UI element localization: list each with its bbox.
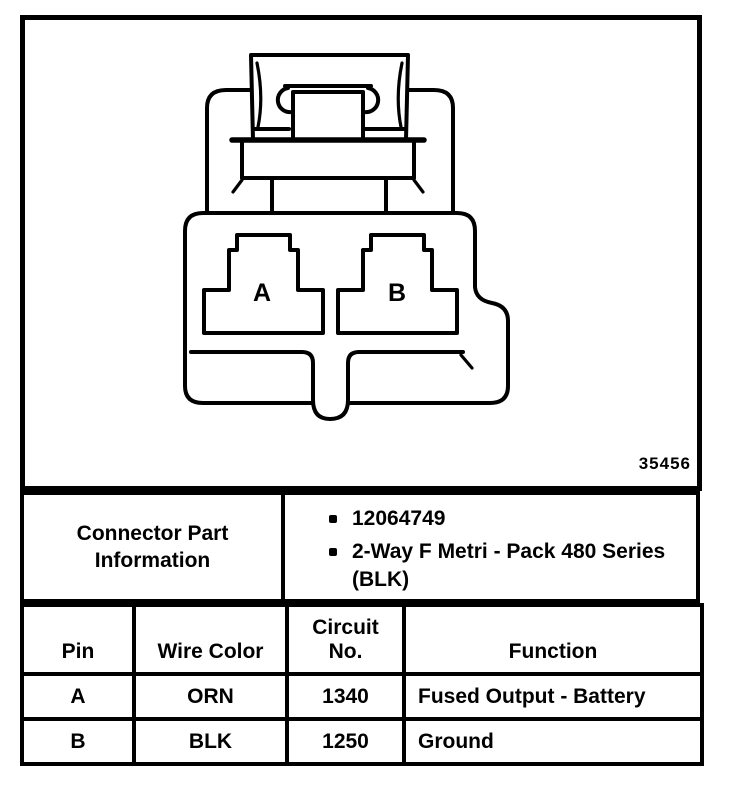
header-circuit-line1: Circuit: [312, 616, 379, 639]
figure-box: [20, 15, 702, 491]
part-info-item: [329, 538, 682, 594]
cell-pin: A: [22, 674, 134, 719]
pin-table: [20, 603, 704, 766]
bullet-icon: [329, 548, 337, 556]
part-info-list: [329, 505, 686, 594]
cell-wire-color: ORN: [134, 674, 287, 719]
collar-body: [242, 140, 414, 178]
part-info-item: [329, 505, 682, 533]
cell-function: Fused Output - Battery: [404, 674, 702, 719]
header-function: Function: [404, 605, 702, 674]
header-circuit-line2: No.: [328, 640, 363, 663]
figure-number: 35456: [638, 454, 691, 473]
table-row-pin-b: [22, 719, 702, 764]
cell-circuit-no: 1250: [287, 719, 404, 764]
header-circuit-no: [287, 605, 404, 674]
part-number: 12064749: [352, 507, 446, 530]
pin-a-label: A: [252, 279, 272, 307]
pin-table-header-row: [22, 605, 702, 674]
header-wire-color: Wire Color: [134, 605, 287, 674]
part-info-details-cell: [285, 495, 696, 599]
part-info-table: [20, 491, 700, 603]
lock-post: [293, 92, 363, 140]
connector-series: 2-Way F Metri - Pack 480 Series (BLK): [352, 540, 666, 591]
table-row-pin-a: [22, 674, 702, 719]
connector-diagram: [25, 20, 697, 486]
cell-function: Ground: [404, 719, 702, 764]
cell-circuit-no: 1340: [287, 674, 404, 719]
bullet-icon: [329, 515, 337, 523]
part-info-title: Connector Part Information: [76, 522, 229, 572]
part-info-title-cell: [24, 495, 285, 599]
pin-b-label: B: [387, 279, 407, 307]
cell-pin: B: [22, 719, 134, 764]
cell-wire-color: BLK: [134, 719, 287, 764]
header-pin: Pin: [22, 605, 134, 674]
